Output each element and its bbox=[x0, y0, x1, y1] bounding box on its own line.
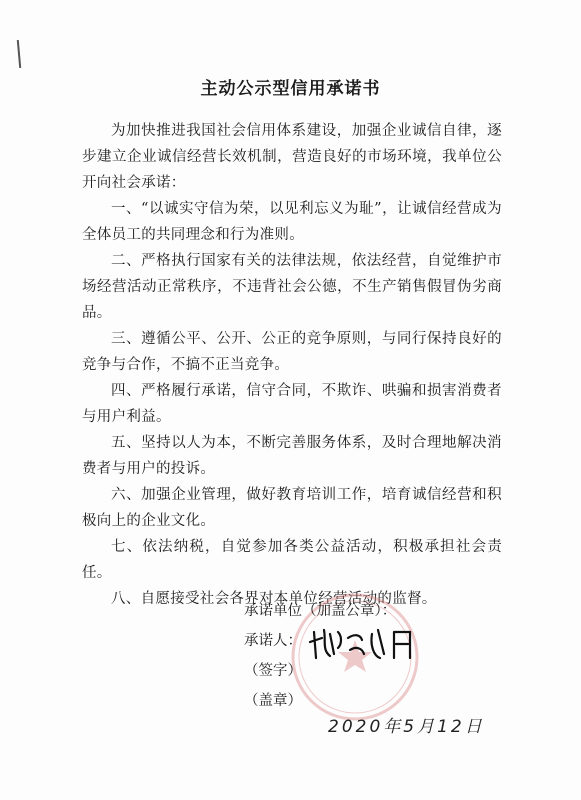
signing-date: 2020年5月12日 bbox=[328, 717, 485, 737]
commitment-item-1: 一、“以诚实守信为荣，以见利忘义为耻”，让诚信经营成为全体员工的共同理念和行为准则。 bbox=[82, 201, 502, 243]
commitment-item-6: 六、加强企业管理，做好教育培训工作，培育诚信经营和积极向上的企业文化。 bbox=[82, 487, 502, 529]
document-body bbox=[82, 118, 502, 612]
promisor-label: 承诺人： bbox=[244, 633, 302, 649]
handwritten-signature bbox=[308, 624, 428, 664]
commitment-item-4: 四、严格履行承诺，信守合同，不欺诈、哄骗和损害消费者与用户利益。 bbox=[82, 383, 502, 425]
binder-mark bbox=[17, 40, 21, 68]
commitment-item-5: 五、坚持以人为本，不断完善服务体系，及时合理地解决消费者与用户的投诉。 bbox=[82, 435, 502, 477]
commitment-item-2: 二、严格执行国家有关的法律法规，依法经营，自觉维护市场经营活动正常秩序，不违背社会公德，不生产销售假冒伪劣商品。 bbox=[82, 253, 502, 321]
commitment-item-8: 八、自愿接受社会各界对本单位经营活动的监督。 bbox=[111, 591, 437, 607]
document-title: 主动公示型信用承诺书 bbox=[200, 79, 381, 99]
intro-paragraph: 为加快推进我国社会信用体系建设，加强企业诚信自律，逐步建立企业诚信经营长效机制，营造良好的市场环境，我单位公开向社会承诺： bbox=[82, 123, 502, 191]
commitment-item-3: 三、遵循公平、公开、公正的竞争原则，与同行保持良好的竞争与合作，不搞不正当竞争。 bbox=[82, 331, 502, 373]
sign-note: （签字） bbox=[244, 663, 302, 679]
promising-unit-label: 承诺单位（加盖公章）： bbox=[244, 603, 397, 619]
seal-note: （盖章） bbox=[244, 693, 302, 709]
commitment-item-7: 七、依法纳税，自觉参加各类公益活动，积极承担社会责任。 bbox=[82, 539, 502, 581]
